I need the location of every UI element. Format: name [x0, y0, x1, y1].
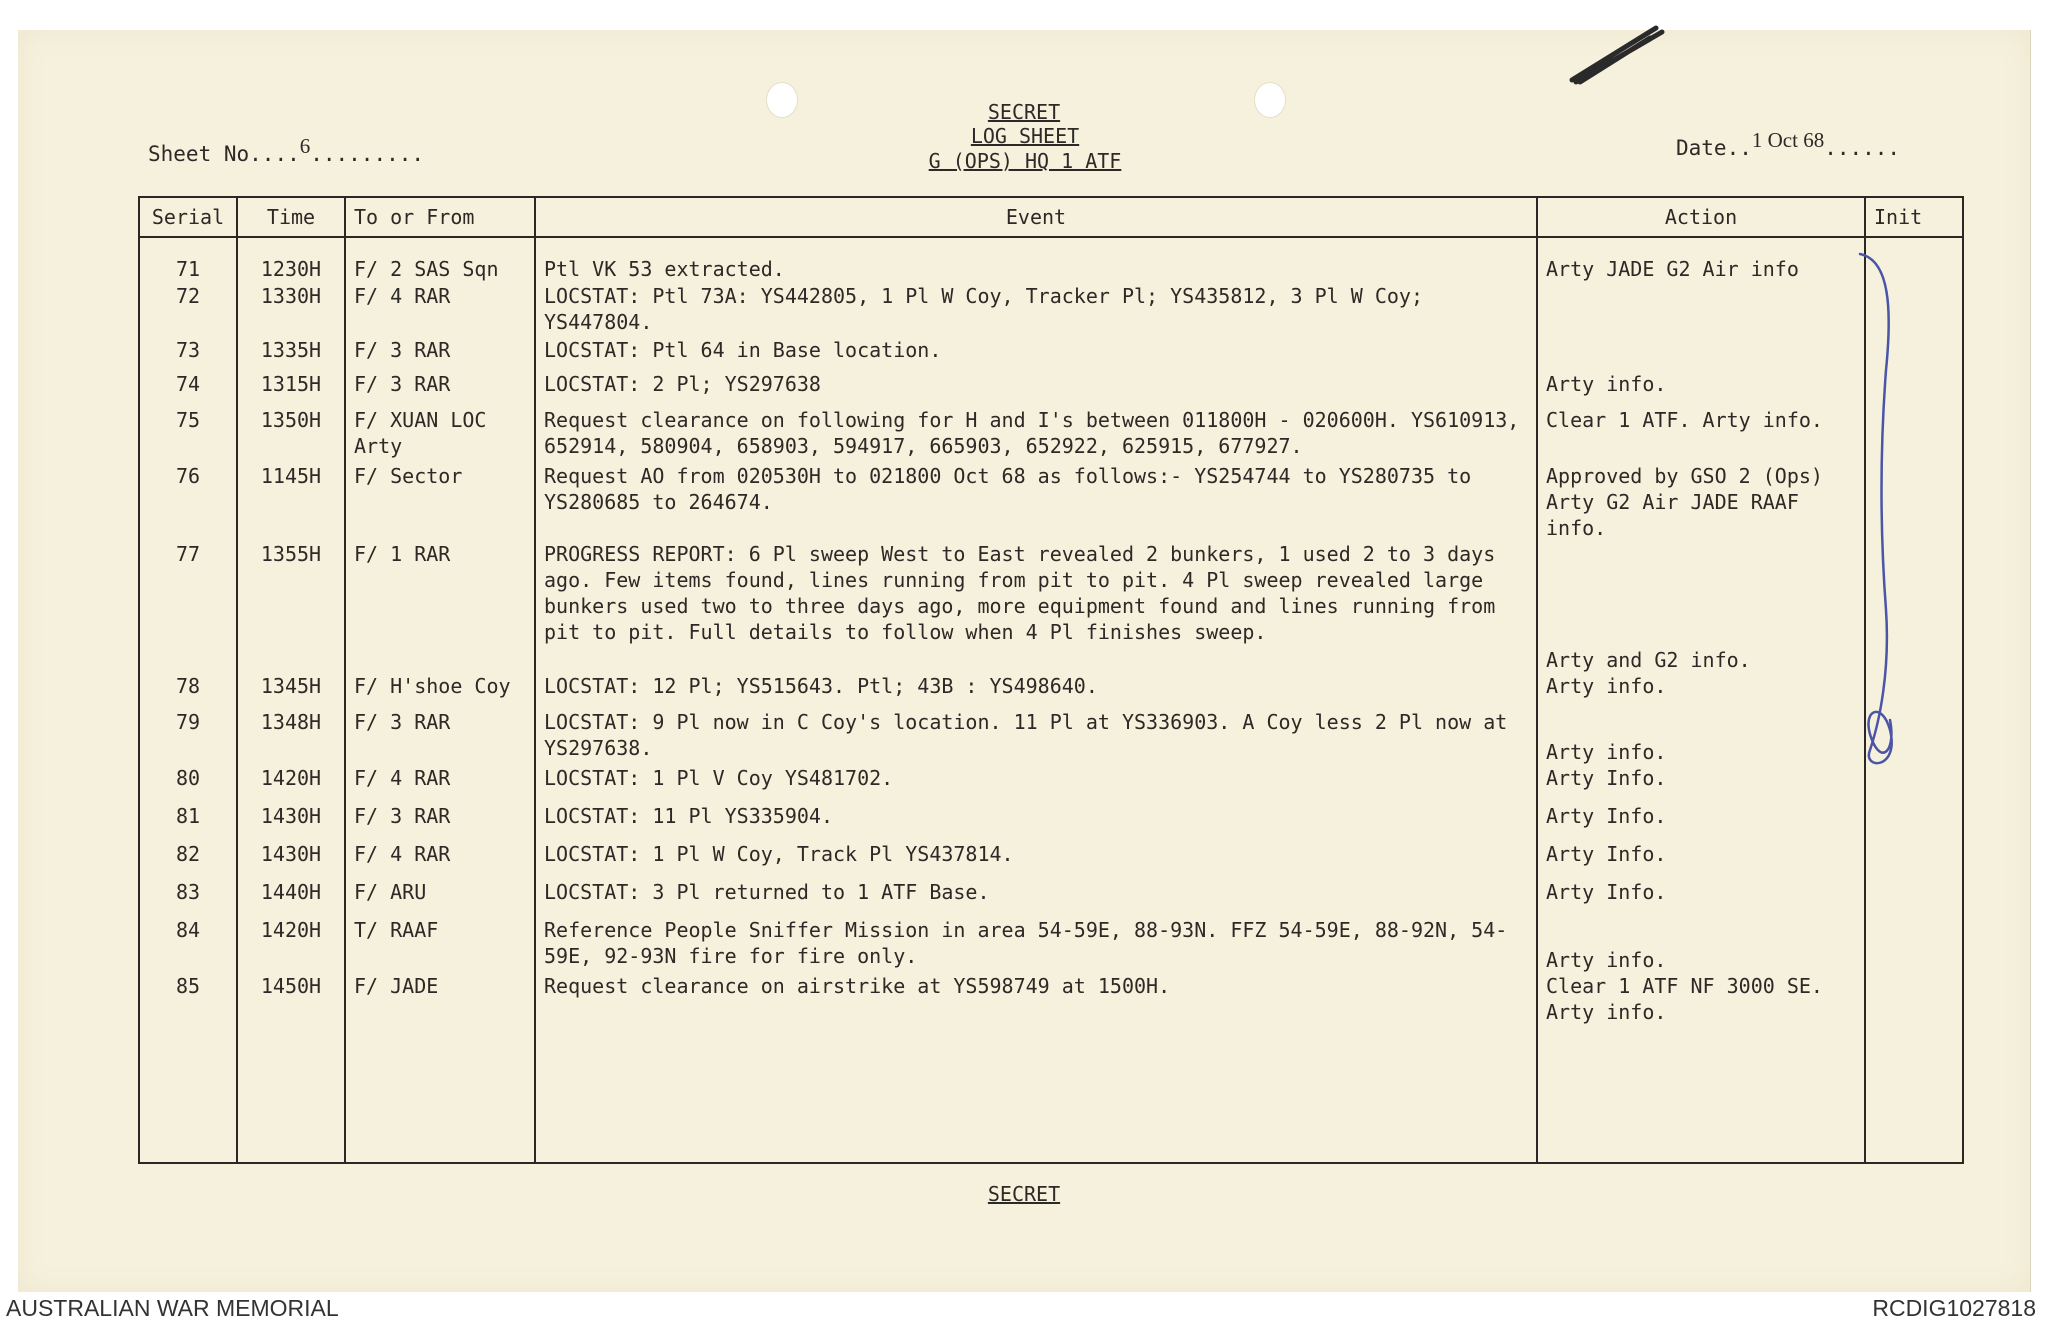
time-cell: 1420H	[237, 917, 345, 973]
action-cell: Arty info.	[1537, 917, 1865, 973]
to-from-cell: F/ 1 RAR	[345, 541, 535, 673]
document-heading	[860, 124, 1190, 174]
time-cell: 1420H	[237, 765, 345, 803]
col-header-init: Init	[1865, 197, 1963, 237]
date-value: 1 Oct 68	[1751, 128, 1825, 152]
to-from-cell: F/ ARU	[345, 879, 535, 917]
time-cell: 1450H	[237, 973, 345, 1059]
action-cell: Arty Info.	[1537, 841, 1865, 879]
init-cell	[1865, 879, 1963, 917]
time-cell: 1430H	[237, 803, 345, 841]
serial-cell: 82	[139, 841, 237, 879]
to-from-cell: T/ RAAF	[345, 917, 535, 973]
action-cell: Arty Info.	[1537, 803, 1865, 841]
to-from-cell: F/ 3 RAR	[345, 709, 535, 765]
date-field: Date..1 Oct 68......	[1676, 128, 1901, 160]
serial-cell: 85	[139, 973, 237, 1059]
filler-cell	[1865, 1059, 1963, 1163]
action-cell: Clear 1 ATF. Arty info.	[1537, 407, 1865, 463]
log-table-body	[139, 237, 1963, 1163]
to-from-cell: F/ 4 RAR	[345, 841, 535, 879]
to-from-cell: F/ JADE	[345, 973, 535, 1059]
init-cell	[1865, 841, 1963, 879]
col-header-serial: Serial	[139, 197, 237, 237]
filler-cell	[237, 1059, 345, 1163]
event-cell: Reference People Sniffer Mission in area 54-59E, 88-93N. FFZ 54-59E, 88-92N, 54-59E, 92-93N fire for fire only.	[535, 917, 1537, 973]
event-cell: LOCSTAT: 3 Pl returned to 1 ATF Base.	[535, 879, 1537, 917]
action-cell: Arty Info.	[1537, 879, 1865, 917]
serial-cell: 78	[139, 673, 237, 709]
table-row	[139, 283, 1963, 337]
pen-mark-top-right	[1560, 20, 1680, 90]
time-cell: 1330H	[237, 283, 345, 337]
classification-bottom: SECRET	[987, 1182, 1061, 1206]
event-cell: Request clearance on following for H and I's between 011800H - 020600H. YS610913, 652914, 580904, 658903, 594917, 665903, 652922, 625915, 677927.	[535, 407, 1537, 463]
serial-cell: 71	[139, 237, 237, 283]
event-cell: PROGRESS REPORT: 6 Pl sweep West to East revealed 2 bunkers, 1 used 2 to 3 days ago. Few items found, lines running from pit to pit. 4 Pl sweep revealed large bunkers used two to three days ago, more equipment found and lines running from pit to pit. Full details to follow when 4 Pl finishes sweep.	[535, 541, 1537, 673]
serial-cell: 77	[139, 541, 237, 673]
initials-signature	[1850, 250, 1930, 810]
time-cell: 1315H	[237, 371, 345, 407]
action-cell: Approved by GSO 2 (Ops) Arty G2 Air JADE RAAF info.	[1537, 463, 1865, 541]
event-cell: LOCSTAT: 9 Pl now in C Coy's location. 11 Pl at YS336903. A Coy less 2 Pl now at YS297638.	[535, 709, 1537, 765]
time-cell: 1430H	[237, 841, 345, 879]
table-row	[139, 673, 1963, 709]
serial-cell: 79	[139, 709, 237, 765]
filler-cell	[535, 1059, 1537, 1163]
serial-cell: 74	[139, 371, 237, 407]
to-from-cell: F/ 3 RAR	[345, 337, 535, 371]
serial-cell: 73	[139, 337, 237, 371]
table-row	[139, 973, 1963, 1059]
action-cell: Arty JADE G2 Air info	[1537, 237, 1865, 283]
to-from-cell: F/ 4 RAR	[345, 765, 535, 803]
time-cell: 1230H	[237, 237, 345, 283]
log-table	[138, 196, 1964, 1164]
sheet-number-value: 6	[299, 134, 311, 158]
table-row	[139, 237, 1963, 283]
table-row	[139, 337, 1963, 371]
time-cell: 1335H	[237, 337, 345, 371]
col-header-action: Action	[1537, 197, 1865, 237]
time-cell: 1348H	[237, 709, 345, 765]
init-cell	[1865, 973, 1963, 1059]
table-row	[139, 803, 1963, 841]
event-cell: Request AO from 020530H to 021800 Oct 68 as follows:- YS254744 to YS280735 to YS280685 to 264674.	[535, 463, 1537, 541]
filler-cell	[345, 1059, 535, 1163]
table-row	[139, 841, 1963, 879]
archive-reference: RCDIG1027818	[1872, 1295, 2036, 1321]
time-cell: 1350H	[237, 407, 345, 463]
event-cell: LOCSTAT: 1 Pl W Coy, Track Pl YS437814.	[535, 841, 1537, 879]
classification-top: SECRET	[987, 100, 1061, 124]
unit-title: G (OPS) HQ 1 ATF	[928, 149, 1122, 173]
table-row	[139, 541, 1963, 673]
table-row	[139, 463, 1963, 541]
serial-cell: 72	[139, 283, 237, 337]
archive-name: AUSTRALIAN WAR MEMORIAL	[6, 1295, 339, 1321]
time-cell: 1345H	[237, 673, 345, 709]
sheet-number-label: Sheet No	[148, 142, 250, 166]
event-cell: LOCSTAT: Ptl 64 in Base location.	[535, 337, 1537, 371]
to-from-cell: F/ H'shoe Coy	[345, 673, 535, 709]
action-cell: Arty info.	[1537, 371, 1865, 407]
col-header-time: Time	[237, 197, 345, 237]
date-label: Date	[1676, 136, 1727, 160]
to-from-cell: F/ 4 RAR	[345, 283, 535, 337]
event-cell: LOCSTAT: Ptl 73A: YS442805, 1 Pl W Coy, Tracker Pl; YS435812, 3 Pl W Coy; YS447804.	[535, 283, 1537, 337]
action-cell: Arty info.	[1537, 673, 1865, 709]
serial-cell: 83	[139, 879, 237, 917]
to-from-cell: F/ XUAN LOC Arty	[345, 407, 535, 463]
sheet-number-field: Sheet No....6.........	[148, 134, 425, 166]
table-row	[139, 709, 1963, 765]
to-from-cell: F/ Sector	[345, 463, 535, 541]
table-row	[139, 879, 1963, 917]
serial-cell: 84	[139, 917, 237, 973]
log-sheet-title: LOG SHEET	[970, 124, 1080, 148]
col-header-event: Event	[535, 197, 1537, 237]
init-cell	[1865, 917, 1963, 973]
action-cell: Arty Info.	[1537, 765, 1865, 803]
time-cell: 1440H	[237, 879, 345, 917]
action-cell: Clear 1 ATF NF 3000 SE. Arty info.	[1537, 973, 1865, 1059]
event-cell: LOCSTAT: 11 Pl YS335904.	[535, 803, 1537, 841]
action-cell: Arty info.	[1537, 709, 1865, 765]
event-cell: LOCSTAT: 1 Pl V Coy YS481702.	[535, 765, 1537, 803]
filler-cell	[139, 1059, 237, 1163]
action-cell	[1537, 283, 1865, 337]
table-row	[139, 765, 1963, 803]
table-row	[139, 917, 1963, 973]
event-cell: LOCSTAT: 12 Pl; YS515643. Ptl; 43B : YS498640.	[535, 673, 1537, 709]
time-cell: 1145H	[237, 463, 345, 541]
to-from-cell: F/ 3 RAR	[345, 371, 535, 407]
table-row	[139, 371, 1963, 407]
action-cell	[1537, 337, 1865, 371]
table-row	[139, 407, 1963, 463]
table-filler-row	[139, 1059, 1963, 1163]
serial-cell: 75	[139, 407, 237, 463]
time-cell: 1355H	[237, 541, 345, 673]
serial-cell: 80	[139, 765, 237, 803]
event-cell: LOCSTAT: 2 Pl; YS297638	[535, 371, 1537, 407]
serial-cell: 81	[139, 803, 237, 841]
filler-cell	[1537, 1059, 1865, 1163]
to-from-cell: F/ 3 RAR	[345, 803, 535, 841]
serial-cell: 76	[139, 463, 237, 541]
col-header-to-from: To or From	[345, 197, 535, 237]
event-cell: Request clearance on airstrike at YS598749 at 1500H.	[535, 973, 1537, 1059]
action-cell: Arty and G2 info.	[1537, 541, 1865, 673]
log-table-header	[139, 197, 1963, 237]
to-from-cell: F/ 2 SAS Sqn	[345, 237, 535, 283]
event-cell: Ptl VK 53 extracted.	[535, 237, 1537, 283]
